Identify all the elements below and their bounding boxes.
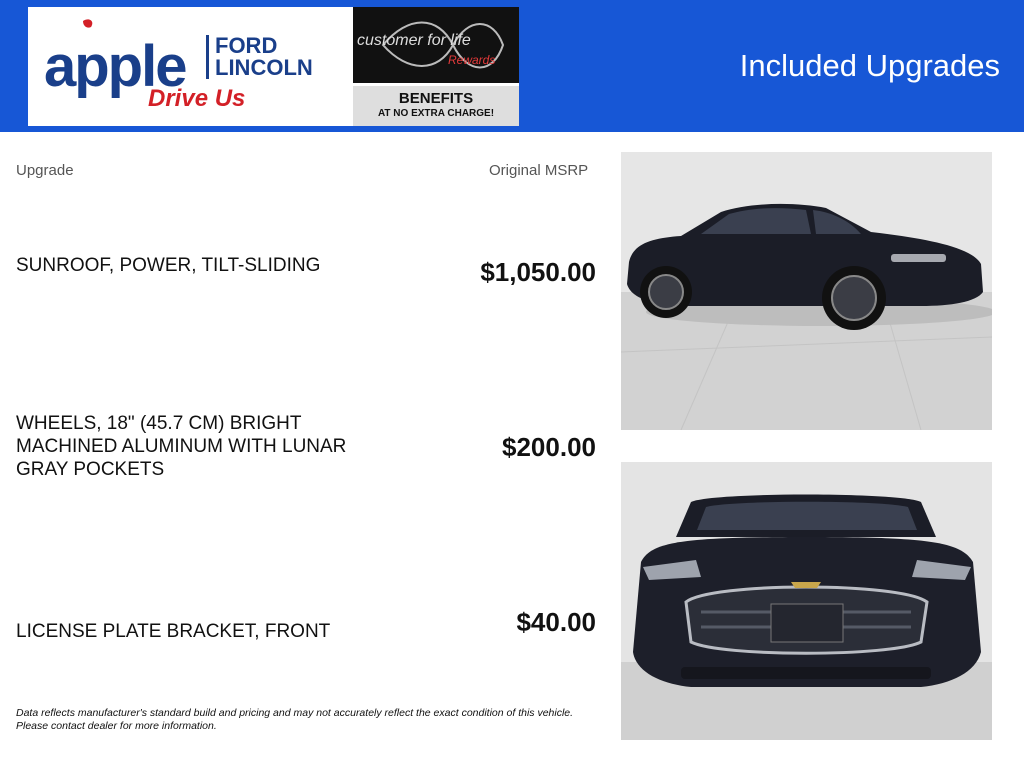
- benefits-sub-label: AT NO EXTRA CHARGE!: [377, 108, 495, 119]
- car-front-illustration: [621, 462, 992, 740]
- program-logo-sub: Rewards: [448, 53, 496, 67]
- dealer-brand: [206, 35, 313, 79]
- benefits-label: BENEFITS: [398, 90, 474, 107]
- disclaimer-line: Please contact dealer for more information.: [16, 720, 217, 732]
- benefits-box: [353, 86, 519, 126]
- column-header-msrp: Original MSRP: [489, 162, 589, 179]
- program-logo-text: customer for life: [357, 32, 471, 49]
- customer-for-life-logo: [353, 7, 519, 126]
- dealer-logo: [28, 7, 353, 126]
- program-logo-banner: [353, 7, 519, 83]
- car-side-photo: [621, 152, 992, 430]
- page-title: Included Upgrades: [739, 48, 1000, 83]
- upgrade-name: WHEELS, 18" (45.7 CM) BRIGHT MACHINED ALUMINUM WITH LUNAR GRAY POCKETS: [16, 413, 347, 480]
- dealer-tagline: Drive Us: [148, 85, 246, 112]
- upgrade-name: SUNROOF, POWER, TILT-SLIDING: [16, 255, 321, 276]
- dealer-name: apple: [44, 34, 186, 99]
- disclaimer-line: Data reflects manufacturer's standard build and pricing and may not accurately reflect the exact condition of this vehicle.: [16, 707, 574, 719]
- upgrade-price: $200.00: [502, 432, 596, 462]
- column-header-upgrade: Upgrade: [16, 162, 74, 179]
- car-front-photo: [621, 462, 992, 740]
- dealer-brand-line2: LINCOLN: [215, 55, 313, 80]
- disclaimer: [16, 707, 606, 733]
- upgrade-name: LICENSE PLATE BRACKET, FRONT: [16, 621, 331, 642]
- upgrade-price: $1,050.00: [480, 257, 596, 287]
- header-banner: [0, 0, 1024, 132]
- dealer-brand-line1: FORD: [215, 33, 278, 58]
- car-side-illustration: [621, 152, 992, 430]
- upgrade-price: $40.00: [516, 607, 596, 637]
